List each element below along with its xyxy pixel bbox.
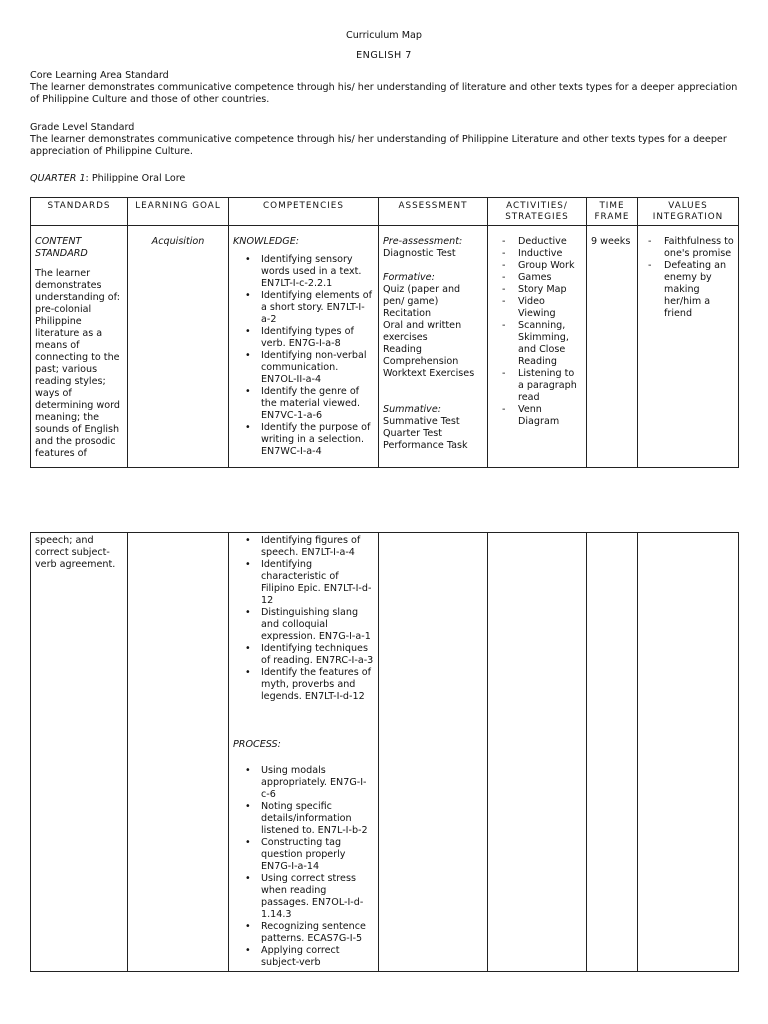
content-standard-text: The learner demonstrates understanding of: pre-colonial Philippine literature as a means of connecting to the past; various reading styles; ways of determining word meaning; the sounds of English and the prosodic features of [35,268,120,459]
grade-standard-text: The learner demonstrates communicative competence through his/ her understanding of Philippine Literature and other texts types for a deeper appreciation of Philippine Culture. [30,134,727,157]
time-frame-cell [587,533,638,972]
list-item: • Identify the purpose of writing in a selection. EN7WC-I-a-4 [261,422,374,458]
list-item: • Identifying elements of a short story. EN7LT-I-a-2 [261,290,374,326]
curriculum-table-page-1 [30,197,739,468]
list-item: Quarter Test [383,428,443,439]
list-item: Diagnostic Test [383,248,456,259]
list-item: Reading Comprehension [383,344,459,367]
standards-cell [31,533,128,972]
list-item: - Group Work [518,260,582,272]
list-item: • Noting specific details/information listened to. EN7L-I-b-2 [261,801,374,837]
list-item: - Deductive [518,236,582,248]
list-item: • Identify the features of myth, proverbs and legends. EN7LT-I-d-12 [261,667,374,703]
time-frame-value: 9 weeks [591,236,631,247]
process-label: PROCESS: [233,739,281,750]
subject-title: ENGLISH 7 [356,50,412,61]
list-item: • Identifying types of verb. EN7G-I-a-8 [261,326,374,350]
list-item: • Using modals appropriately. EN7G-I-c-6 [261,765,374,801]
core-standard-section [30,70,742,106]
list-item: Recitation [383,308,432,319]
header-activities: ACTIVITIES/ STRATEGIES [488,198,587,226]
knowledge-list [233,254,374,458]
list-item: - Venn Diagram [518,404,582,428]
values-cell [638,533,739,972]
list-item: Worktext Exercises [383,368,475,379]
assessment-cell [379,226,488,468]
content-standard-label: CONTENT STANDARD [35,236,88,259]
list-item: • Constructing tag question properly EN7G-I-a-14 [261,837,374,873]
assessment-cell [379,533,488,972]
list-item: • Identify the genre of the material viewed. EN7VC-1-a-6 [261,386,374,422]
learning-goal-cell [128,533,229,972]
activities-list [492,236,582,428]
list-item: • Identifying techniques of reading. EN7RC-I-a-3 [261,643,374,667]
list-item: • Identifying figures of speech. EN7LT-I-a-4 [261,535,374,559]
header-assessment: ASSESSMENT [379,198,488,226]
time-frame-cell [587,226,638,468]
header-values: VALUES INTEGRATION [638,198,739,226]
standards-cell [31,226,128,468]
grade-standard-heading: Grade Level Standard [30,122,135,133]
list-item: - Video Viewing [518,296,582,320]
list-item: • Identifying non-verbal communication. EN7OL-II-a-4 [261,350,374,386]
list-item: - Games [518,272,582,284]
list-item: • Identifying sensory words used in a text. EN7LT-I-c-2.2.1 [261,254,374,290]
list-item: - Scanning, Skimming, and Close Reading [518,320,582,368]
list-item: • Using correct stress when reading passages. EN7OL-I-d-1.14.3 [261,873,374,921]
list-item: - Listening to a paragraph read [518,368,582,404]
header-learning-goal: LEARNING GOAL [128,198,229,226]
formative-label: Formative: [383,272,435,283]
summative-label: Summative: [383,404,441,415]
list-item: • Recognizing sentence patterns. ECAS7G-I-5 [261,921,374,945]
competencies-cell [229,226,379,468]
list-item: Summative Test [383,416,460,427]
content-standard-text-continued: speech; and correct subject-verb agreement. [35,535,116,570]
header-standards: STANDARDS [31,198,128,226]
quarter-line [30,173,742,185]
list-item: - Faithfulness to one's promise [664,236,734,260]
list-item: - Inductive [518,248,582,260]
list-item: - Story Map [518,284,582,296]
knowledge-label: KNOWLEDGE: [233,236,300,247]
list-item: Performance Task [383,440,468,451]
document-title: Curriculum Map [346,30,422,41]
activities-cell [488,533,587,972]
grade-standard-section [30,122,742,158]
activities-cell [488,226,587,468]
knowledge-list-continued [233,535,374,703]
header-competencies: COMPETENCIES [229,198,379,226]
list-item: • Identifying characteristic of Filipino Epic. EN7LT-I-d-12 [261,559,374,607]
curriculum-table-page-2 [30,532,739,972]
core-standard-heading: Core Learning Area Standard [30,70,169,81]
list-item: - Defeating an enemy by making her/him a friend [664,260,734,320]
core-standard-text: The learner demonstrates communicative competence through his/ her understanding of literature and other texts types for a deeper appreciation of Philippine Culture and those of other countries. [30,82,738,105]
list-item: • Distinguishing slang and colloquial expression. EN7G-I-a-1 [261,607,374,643]
competencies-cell [229,533,379,972]
header-time-frame: TIME FRAME [587,198,638,226]
quarter-label: QUARTER 1 [30,173,86,184]
values-list [642,236,734,320]
list-item: • Applying correct subject-verb [261,945,374,969]
values-cell [638,226,739,468]
list-item: Oral and written exercises [383,320,462,343]
list-item: Quiz (paper and pen/ game) [383,284,461,307]
learning-goal-acquisition: Acquisition [151,236,205,247]
pre-assessment-label: Pre-assessment: [383,236,463,247]
quarter-title: : Philippine Oral Lore [85,173,186,184]
process-list [233,765,374,969]
learning-goal-cell [128,226,229,468]
